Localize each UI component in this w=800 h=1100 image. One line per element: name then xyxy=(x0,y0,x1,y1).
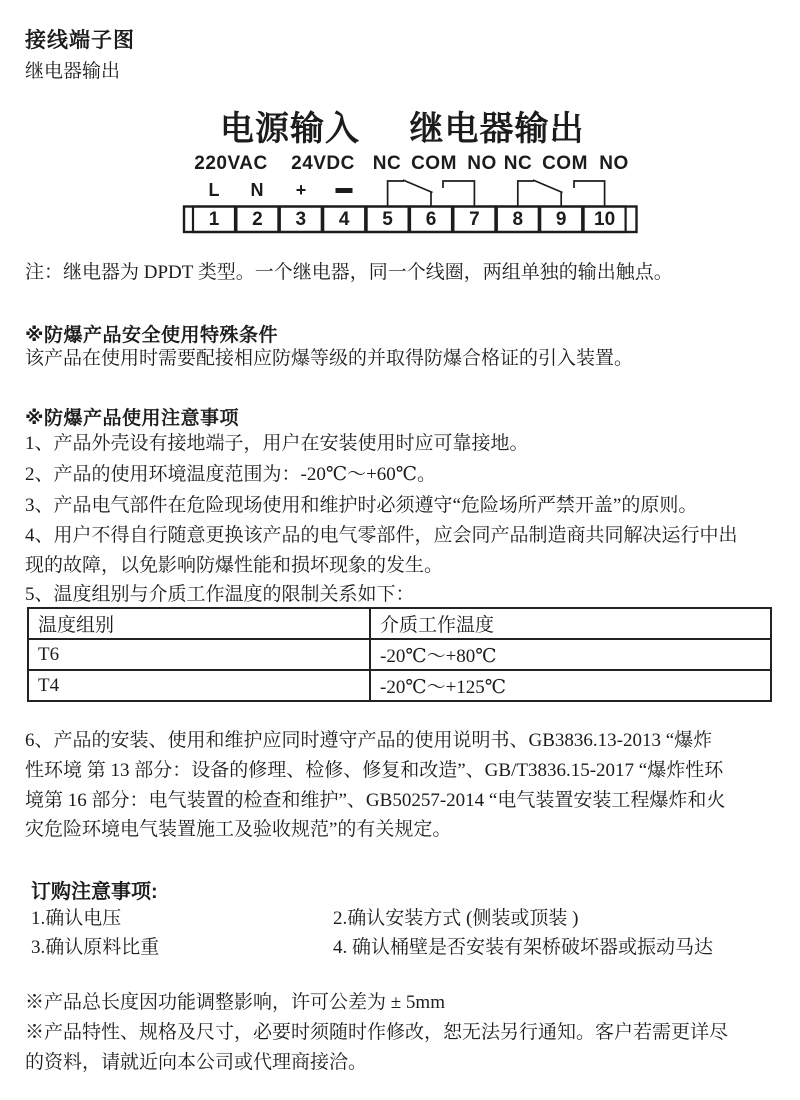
label-com-2: COM xyxy=(542,153,588,174)
terminal-strip-drawing xyxy=(0,0,800,250)
polarity-l: L xyxy=(208,180,220,200)
usage-note-line-4b: 现的故障，以免影响防爆性能和损坏现象的发生。 xyxy=(25,555,444,576)
label-24vdc: 24VDC xyxy=(291,153,355,174)
footer-note-line-3: 的资料，请就近向本公司或代理商接洽。 xyxy=(25,1052,368,1073)
label-no-1: NO xyxy=(467,153,497,174)
polarity-plus: + xyxy=(295,180,307,200)
standards-line-1: 6、产品的安装、使用和维护应同时遵守产品的使用说明书、GB3836.13-2013 “爆炸 xyxy=(25,730,713,751)
relay-contact-symbol-b xyxy=(518,180,605,207)
terminal-number-2: 2 xyxy=(252,209,263,230)
terminal-number-7: 7 xyxy=(469,209,480,230)
terminal-number-8: 8 xyxy=(512,209,524,230)
terminal-number-6: 6 xyxy=(425,209,437,230)
temp-group-t4: T4 xyxy=(28,670,370,701)
standards-line-4: 灾危险环境电气装置施工及验收规范”的有关规定。 xyxy=(25,819,452,840)
label-220vac: 220VAC xyxy=(194,153,268,174)
polarity-n: N xyxy=(250,180,264,200)
footer-note-line-1: ※产品总长度因功能调整影响，许可公差为 ± 5mm xyxy=(25,992,445,1013)
special-conditions-title: ※防爆产品安全使用特殊条件 xyxy=(25,325,278,346)
table-row xyxy=(28,639,771,670)
medium-temp-header: 介质工作温度 xyxy=(370,608,771,639)
terminal-number-3: 3 xyxy=(295,209,307,230)
temperature-table-header-row xyxy=(28,608,771,639)
usage-note-line-1: 1、产品外壳设有接地端子，用户在安装使用时应可靠接地。 xyxy=(25,433,529,454)
usage-note-line-2: 2、产品的使用环境温度范围为：-20℃～+60℃。 xyxy=(25,464,437,485)
temp-range-t6: -20℃～+80℃ xyxy=(370,639,771,670)
terminal-number-10: 10 xyxy=(594,209,616,230)
temp-range-t4: -20℃～+125℃ xyxy=(370,670,771,701)
page-subtitle: 继电器输出 xyxy=(25,61,121,82)
terminal-number-1: 1 xyxy=(208,209,220,230)
standards-line-3: 境第 16 部分：电气装置的检查和维护”、GB50257-2014 “电气装置安装工程爆炸和火 xyxy=(25,790,726,811)
ordering-item-2: 2.确认安装方式 (侧装或顶装 ) xyxy=(333,908,579,929)
special-conditions-body: 该产品在使用时需要配接相应防爆等级的并取得防爆合格证的引入装置。 xyxy=(25,348,634,369)
terminal-number-5: 5 xyxy=(382,209,393,230)
label-no-2: NO xyxy=(599,153,629,174)
usage-note-line-5: 5、温度组别与介质工作温度的限制关系如下： xyxy=(25,584,415,605)
footer-note-line-2: ※产品特性、规格及尺寸，必要时须随时作修改，恕无法另行通知。客户若需更详尽 xyxy=(25,1022,729,1043)
terminal-number-4: 4 xyxy=(338,209,350,230)
dpdt-note: 注：继电器为 DPDT 类型。一个继电器，同一个线圈，两组单独的输出触点。 xyxy=(25,262,673,283)
table-row xyxy=(28,670,771,701)
label-nc-1: NC xyxy=(372,153,402,174)
relay-contact-symbol-a xyxy=(388,180,475,207)
ordering-item-4: 4. 确认桶壁是否安装有架桥破坏器或振动马达 xyxy=(333,937,714,958)
usage-notes-title: ※防爆产品使用注意事项 xyxy=(25,408,239,429)
usage-note-line-3: 3、产品电气部件在危险现场使用和维护时必须遵守“危险场所严禁开盖”的原则。 xyxy=(25,495,698,516)
ordering-item-1: 1.确认电压 xyxy=(31,908,122,929)
label-nc-2: NC xyxy=(503,153,533,174)
page-title: 接线端子图 xyxy=(25,29,135,52)
standards-line-2: 性环境 第 13 部分：设备的修理、检修、修复和改造”、GB/T3836.15-2017 “爆炸性环 xyxy=(25,760,724,781)
diagram-title-relay-output: 继电器输出 xyxy=(409,110,585,148)
polarity-minus xyxy=(336,180,353,193)
temp-group-t6: T6 xyxy=(28,639,370,670)
ordering-title: 订购注意事项: xyxy=(31,881,158,903)
temperature-table xyxy=(27,607,772,702)
usage-note-line-4a: 4、用户不得自行随意更换该产品的电气零部件，应会同产品制造商共同解决运行中出 xyxy=(25,525,738,546)
diagram-title-power-input: 电源输入 xyxy=(220,110,360,148)
label-com-1: COM xyxy=(411,153,457,174)
temp-group-header: 温度组别 xyxy=(28,608,370,639)
ordering-item-3: 3.确认原料比重 xyxy=(31,937,160,958)
terminal-number-9: 9 xyxy=(555,209,567,230)
